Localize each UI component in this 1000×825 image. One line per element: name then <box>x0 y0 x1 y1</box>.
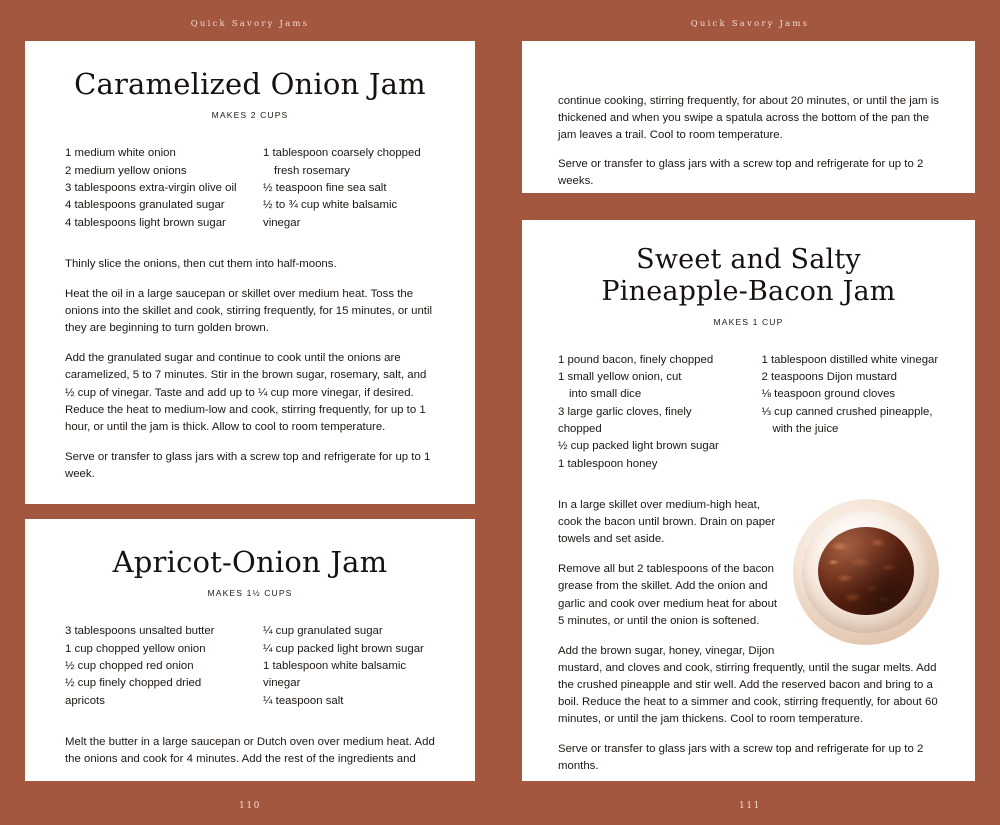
instruction-step: Serve or transfer to glass jars with a screw top and refrigerate for up to 2 weeks. <box>558 158 924 188</box>
running-head-left: Quick Savory Jams <box>190 19 310 29</box>
instruction-step: continue cooking, stirring frequently, for about 20 minutes, or until the jam is thickened and when you swipe a spatula across the bottom of the pan the jam leaves a trail. Cool to room temperature. <box>558 95 939 142</box>
list-item: 3 tablespoons unsalted butter <box>65 625 215 638</box>
recipe-instructions-continued <box>558 93 939 191</box>
instruction-step: In a large skillet over medium-high heat, cook the bacon until brown. Drain on paper towels and set aside. <box>558 499 776 546</box>
list-item: 1 cup chopped yellow onion <box>65 642 206 655</box>
list-item: 4 tablespoons granulated sugar <box>65 199 225 212</box>
list-item: 1 tablespoon honey <box>558 457 658 470</box>
instruction-step: Serve or transfer to glass jars with a screw top and refrigerate for up to 2 months. <box>558 743 924 773</box>
ingredient-column-2 <box>263 623 435 710</box>
left-page-content <box>0 41 500 781</box>
list-item: ¼ cup packed light brown sugar <box>263 642 424 655</box>
list-item: into small dice <box>569 388 642 401</box>
page-title: Apricot-Onion Jam <box>112 545 388 579</box>
list-item: ¼ cup granulated sugar <box>263 625 383 638</box>
bowl-shape <box>802 511 930 634</box>
list-item: 2 teaspoons Dijon mustard <box>761 371 897 384</box>
recipe-card-pineapple-bacon-jam <box>522 220 975 781</box>
instruction-step: Add the brown sugar, honey, vinegar, Dijon mustard, and cloves and cook, stirring frequently, until the sugar melts. Add the crushed pineapple and stir well. Add the reserved bacon and bring to a boil. Reduce the heat to a simmer and cook, stirring frequently, for about 60 minutes, or until the jam thickens. Cool to room temperature. <box>558 644 938 726</box>
ingredient-column-2 <box>263 145 435 232</box>
ingredient-list <box>558 352 939 473</box>
bacon-jam-photo <box>793 499 939 645</box>
instruction-step: Heat the oil in a large saucepan or skillet over medium heat. Toss the onions into the skillet and cook, stirring frequently, for 15 minutes, or until they are beginning to turn golden brown. <box>65 287 433 335</box>
list-item: 1 tablespoon white balsamic vinegar <box>263 659 407 690</box>
list-item: 3 tablespoons extra-virgin olive oil <box>65 181 237 194</box>
list-item: ½ cup chopped red onion <box>65 659 194 672</box>
recipe-instructions <box>65 734 435 768</box>
page-title: Caramelized Onion Jam <box>74 67 426 101</box>
list-item: ½ cup finely chopped dried apricots <box>65 677 202 707</box>
recipe-instructions <box>558 497 939 776</box>
instruction-step: Thinly slice the onions, then cut them into half-moons. <box>65 257 337 270</box>
instruction-step: Remove all but 2 tablespoons of the bacon grease from the skillet. Add the onion and garlic and cook over medium heat for about 5 minutes, or until the onion is softened. <box>558 563 778 627</box>
list-item: ⅓ cup canned crushed pineapple, <box>761 405 933 418</box>
list-item: 3 large garlic cloves, finely chopped <box>558 405 692 436</box>
ingredient-column-1 <box>65 623 237 710</box>
list-item: 4 tablespoons light brown sugar <box>65 216 226 229</box>
list-item: with the juice <box>772 423 839 436</box>
recipe-instructions <box>65 256 435 483</box>
list-item: 1 tablespoon coarsely chopped <box>263 147 421 160</box>
instruction-step: Serve or transfer to glass jars with a screw top and refrigerate for up to 1 week. <box>65 450 431 480</box>
list-item: ½ cup packed light brown sugar <box>558 440 719 453</box>
ingredient-list <box>65 623 435 710</box>
recipe-card-caramelized-onion-jam <box>25 41 475 504</box>
page-number-left: 110 <box>239 801 261 811</box>
page-number-right: 111 <box>739 801 761 811</box>
list-item: 2 medium yellow onions <box>65 164 187 177</box>
right-page <box>500 0 1000 825</box>
list-item: ½ to ¾ cup white balsamic vinegar <box>263 199 398 229</box>
page-title-line-2: Pineapple-Bacon Jam <box>601 275 896 307</box>
running-head-right: Quick Savory Jams <box>690 19 810 29</box>
instruction-step: Add the granulated sugar and continue to cook until the onions are caramelized, 5 to 7 minutes. Stir in the brown sugar, rosemary, salt, and ½ cup of vinegar. Taste and add up to ¼ cup more vinegar, if desired. Reduce the heat to medium-low and cook, stirring frequently, for up to 1 hour, or until the jam is thick. Allow to cool to room temperature. <box>65 352 427 433</box>
recipe-continuation-card <box>522 41 975 193</box>
list-item: ½ teaspoon fine sea salt <box>263 181 387 194</box>
page-title-line-1: Sweet and Salty <box>636 244 861 275</box>
right-page-content <box>500 41 1000 781</box>
list-item: ⅛ teaspoon ground cloves <box>761 388 896 401</box>
list-item: 1 medium white onion <box>65 147 176 160</box>
ingredient-column-2 <box>762 352 940 473</box>
ingredient-list <box>65 145 435 232</box>
recipe-yield: MAKES 1½ CUPS <box>207 588 293 599</box>
instruction-step: Melt the butter in a large saucepan or Dutch oven over medium heat. Add the onions and cook for 4 minutes. Add the rest of the ingredients and <box>65 735 435 765</box>
recipe-yield: MAKES 1 CUP <box>713 316 784 327</box>
list-item: fresh rosemary <box>274 164 350 177</box>
list-item: 1 small yellow onion, cut <box>558 371 682 384</box>
page-title <box>558 244 939 308</box>
list-item: ¼ teaspoon salt <box>263 694 344 707</box>
list-item: 1 pound bacon, finely chopped <box>558 353 714 366</box>
recipe-yield: MAKES 2 CUPS <box>211 110 289 121</box>
bacon-jam-shape <box>818 527 913 615</box>
list-item: 1 tablespoon distilled white vinegar <box>761 353 939 366</box>
ingredient-column-1 <box>65 145 237 232</box>
ingredient-column-1 <box>558 352 736 473</box>
recipe-card-apricot-onion-jam <box>25 519 475 781</box>
